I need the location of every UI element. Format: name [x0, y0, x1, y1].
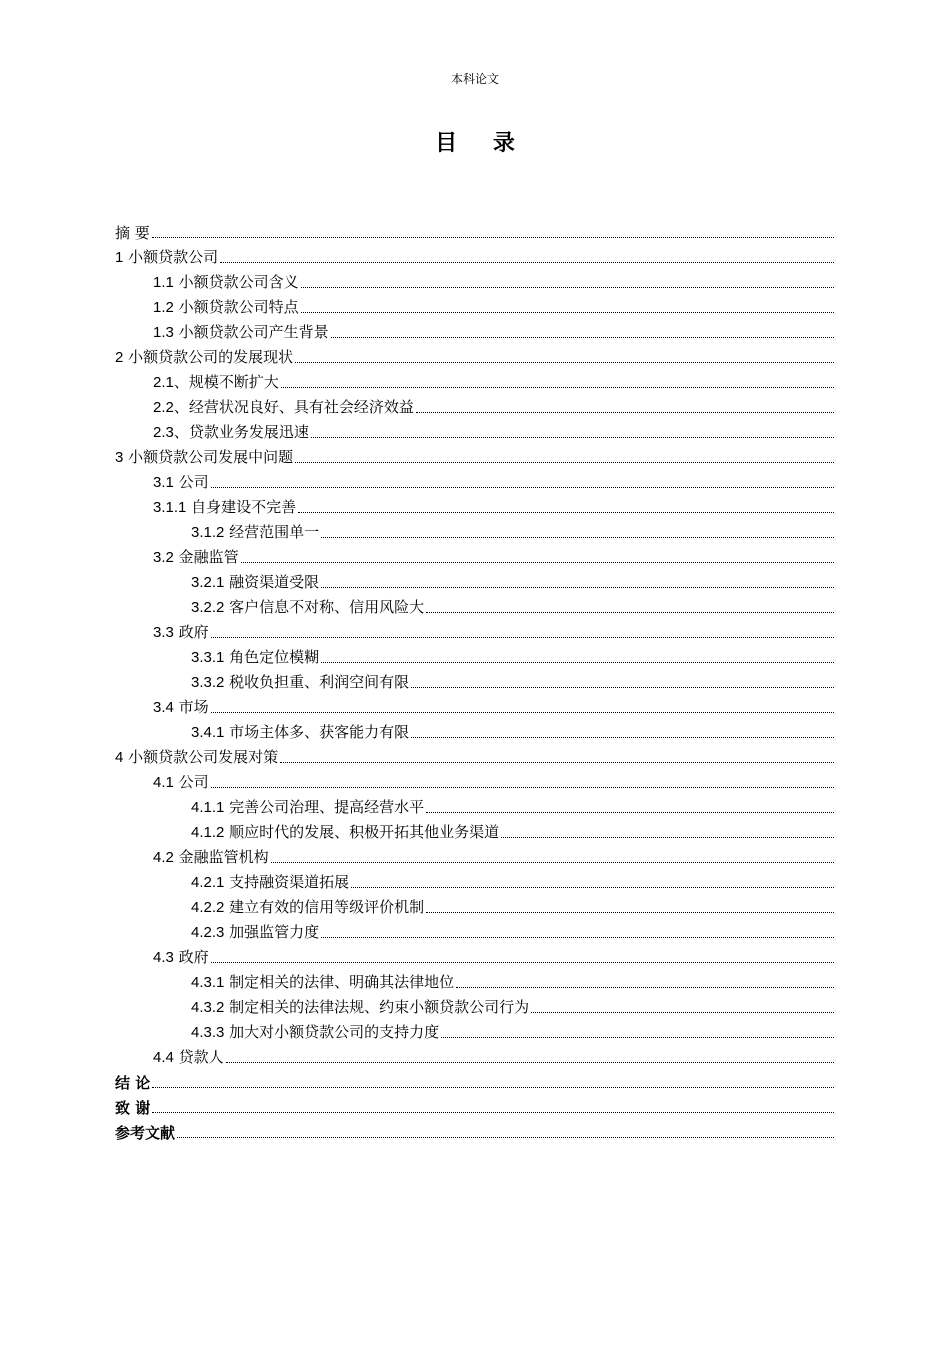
toc-entry[interactable] — [115, 993, 834, 1018]
toc-entry-number: 3.4.1 — [191, 724, 225, 741]
toc-entry-number: 3.3.2 — [191, 674, 225, 691]
toc-dot-leader — [295, 362, 834, 363]
toc-entry[interactable] — [115, 243, 834, 268]
toc-dot-leader — [531, 1012, 834, 1013]
toc-entry-text — [191, 672, 409, 693]
toc-entry-number: 3.4 — [153, 699, 174, 716]
toc-entry-number: 2.1 — [153, 374, 174, 391]
toc-entry-number: 4.3.2 — [191, 999, 225, 1016]
toc-entry[interactable] — [115, 918, 834, 943]
toc-dot-leader — [311, 437, 834, 438]
toc-entry-label: 致 谢 — [115, 1099, 151, 1117]
toc-dot-leader — [321, 662, 834, 663]
toc-entry-text — [115, 1098, 150, 1118]
toc-entry-label: 政府 — [173, 948, 209, 966]
toc-entry-text — [153, 697, 209, 718]
toc-entry-number: 4.2.1 — [191, 874, 225, 891]
toc-dot-leader — [211, 637, 834, 638]
toc-entry-label: 、贷款业务发展迅速 — [173, 423, 309, 441]
toc-entry-text — [191, 972, 454, 993]
toc-entry-number: 4.1.1 — [191, 799, 225, 816]
toc-dot-leader — [298, 512, 834, 513]
toc-dot-leader — [152, 1087, 834, 1088]
toc-entry[interactable] — [115, 1118, 834, 1143]
toc-entry-number: 4.3 — [153, 949, 174, 966]
toc-entry-number: 1.1 — [153, 274, 174, 291]
toc-entry[interactable] — [115, 1043, 834, 1068]
toc-entry[interactable] — [115, 493, 834, 518]
toc-dot-leader — [211, 787, 834, 788]
toc-entry[interactable] — [115, 318, 834, 343]
toc-entry-label: 、规模不断扩大 — [173, 373, 279, 391]
toc-entry-text — [191, 722, 409, 743]
toc-entry[interactable] — [115, 893, 834, 918]
toc-entry-text — [115, 1073, 150, 1093]
toc-entry-text — [153, 497, 296, 518]
toc-entry[interactable] — [115, 643, 834, 668]
toc-entry[interactable] — [115, 618, 834, 643]
toc-dot-leader — [321, 937, 834, 938]
toc-entry-number: 3.1.1 — [153, 499, 187, 516]
toc-entry[interactable] — [115, 818, 834, 843]
table-of-contents — [115, 218, 834, 1143]
toc-dot-leader — [211, 712, 834, 713]
toc-entry-number: 3.3 — [153, 624, 174, 641]
page-title: 目 录 — [435, 130, 529, 156]
toc-entry-text — [153, 622, 209, 643]
toc-entry-label: 金融监管机构 — [173, 848, 269, 866]
toc-entry-number: 4.1 — [153, 774, 174, 791]
toc-entry-number: 2.2 — [153, 399, 174, 416]
toc-dot-leader — [271, 862, 834, 863]
toc-entry-text — [115, 347, 293, 368]
toc-entry[interactable] — [115, 693, 834, 718]
toc-entry-text — [153, 372, 279, 393]
toc-dot-leader — [226, 1062, 834, 1063]
toc-entry-text — [191, 822, 499, 843]
toc-entry[interactable] — [115, 793, 834, 818]
toc-entry-text — [191, 522, 319, 543]
toc-dot-leader — [177, 1137, 834, 1138]
toc-entry-label: 小额贷款公司 — [123, 248, 219, 266]
toc-entry-label: 贷款人 — [173, 1048, 224, 1066]
toc-entry-label: 角色定位模糊 — [224, 648, 320, 666]
toc-entry[interactable] — [115, 1068, 834, 1093]
toc-entry[interactable] — [115, 943, 834, 968]
toc-entry[interactable] — [115, 743, 834, 768]
toc-entry-number: 4.2 — [153, 849, 174, 866]
toc-dot-leader — [441, 1037, 834, 1038]
toc-entry-label: 经营范围单一 — [224, 523, 320, 541]
toc-entry[interactable] — [115, 768, 834, 793]
toc-entry-number: 4.2.3 — [191, 924, 225, 941]
toc-dot-leader — [331, 337, 834, 338]
toc-entry-text — [115, 1123, 175, 1143]
toc-entry-text — [115, 223, 150, 243]
toc-entry[interactable] — [115, 368, 834, 393]
toc-entry-label: 加强监管力度 — [224, 923, 320, 941]
toc-entry[interactable] — [115, 343, 834, 368]
toc-dot-leader — [321, 537, 834, 538]
toc-entry[interactable] — [115, 568, 834, 593]
toc-entry-text — [191, 1022, 439, 1043]
toc-dot-leader — [321, 587, 834, 588]
toc-entry[interactable] — [115, 218, 834, 243]
toc-entry-text — [153, 422, 309, 443]
toc-entry-label: 小额贷款公司的发展现状 — [123, 348, 294, 366]
toc-entry-label: 完善公司治理、提高经营水平 — [224, 798, 425, 816]
toc-entry-number: 3 — [115, 449, 124, 466]
toc-dot-leader — [152, 237, 834, 238]
toc-entry[interactable] — [115, 1093, 834, 1118]
toc-entry-label: 税收负担重、利润空间有限 — [224, 673, 410, 691]
toc-dot-leader — [351, 887, 834, 888]
toc-entry-label: 自身建设不完善 — [186, 498, 297, 516]
toc-entry-label: 小额贷款公司含义 — [173, 273, 299, 291]
toc-entry[interactable] — [115, 1018, 834, 1043]
toc-entry-number: 2 — [115, 349, 124, 366]
toc-dot-leader — [301, 312, 834, 313]
toc-entry[interactable] — [115, 868, 834, 893]
toc-entry-label: 制定相关的法律、明确其法律地位 — [224, 973, 455, 991]
toc-entry[interactable] — [115, 843, 834, 868]
toc-entry-label: 小额贷款公司发展中问题 — [123, 448, 294, 466]
toc-dot-leader — [281, 387, 834, 388]
toc-dot-leader — [295, 462, 834, 463]
toc-dot-leader — [416, 412, 834, 413]
toc-entry-label: 摘 要 — [115, 224, 150, 242]
toc-entry-text — [153, 297, 299, 318]
toc-entry[interactable] — [115, 718, 834, 743]
toc-entry-number: 4.4 — [153, 1049, 174, 1066]
toc-entry-text — [191, 572, 319, 593]
toc-entry-label: 制定相关的法律法规、约束小额贷款公司行为 — [224, 998, 530, 1016]
toc-entry-text — [115, 747, 278, 768]
toc-dot-leader — [501, 837, 834, 838]
toc-entry-label: 建立有效的信用等级评价机制 — [224, 898, 425, 916]
toc-entry[interactable] — [115, 468, 834, 493]
toc-entry-number: 4.3.1 — [191, 974, 225, 991]
toc-entry[interactable] — [115, 443, 834, 468]
toc-entry[interactable] — [115, 518, 834, 543]
toc-entry-label: 公司 — [173, 773, 209, 791]
toc-dot-leader — [211, 487, 834, 488]
toc-dot-leader — [301, 287, 834, 288]
toc-entry-label: 支持融资渠道拓展 — [224, 873, 350, 891]
toc-entry[interactable] — [115, 968, 834, 993]
toc-dot-leader — [426, 812, 834, 813]
toc-entry-text — [153, 847, 269, 868]
toc-entry-label: 小额贷款公司发展对策 — [123, 748, 279, 766]
toc-entry-text — [153, 1047, 224, 1068]
toc-entry-label: 市场 — [173, 698, 209, 716]
toc-dot-leader — [426, 912, 834, 913]
toc-dot-leader — [241, 562, 834, 563]
toc-entry-label: 政府 — [173, 623, 209, 641]
toc-dot-leader — [280, 762, 834, 763]
toc-entry-text — [191, 872, 349, 893]
toc-entry-text — [153, 947, 209, 968]
toc-entry-number: 4.1.2 — [191, 824, 225, 841]
toc-entry-label: 金融监管 — [173, 548, 239, 566]
toc-entry[interactable] — [115, 668, 834, 693]
toc-entry-number: 3.1 — [153, 474, 174, 491]
toc-entry[interactable] — [115, 268, 834, 293]
toc-entry-text — [191, 897, 424, 918]
toc-entry-label: 客户信息不对称、信用风险大 — [224, 598, 425, 616]
toc-entry-label: 顺应时代的发展、积极开拓其他业务渠道 — [224, 823, 500, 841]
toc-entry-text — [153, 397, 414, 418]
toc-dot-leader — [456, 987, 834, 988]
toc-entry-label: 、经营状况良好、具有社会经济效益 — [173, 398, 414, 416]
toc-entry-text — [153, 322, 329, 343]
toc-entry-number: 3.3.1 — [191, 649, 225, 666]
toc-entry-text — [153, 772, 209, 793]
toc-entry-label: 结 论 — [115, 1074, 151, 1092]
toc-dot-leader — [411, 737, 834, 738]
toc-entry[interactable] — [115, 593, 834, 618]
toc-entry-number: 4.3.3 — [191, 1024, 225, 1041]
toc-entry-text — [115, 247, 218, 268]
toc-dot-leader — [152, 1112, 834, 1113]
toc-entry[interactable] — [115, 418, 834, 443]
toc-entry-text — [153, 272, 299, 293]
toc-dot-leader — [411, 687, 834, 688]
toc-entry-text — [191, 997, 529, 1018]
toc-dot-leader — [220, 262, 834, 263]
toc-entry-number: 4.2.2 — [191, 899, 225, 916]
page-header: 本科论文 — [450, 72, 499, 86]
toc-entry-label: 小额贷款公司产生背景 — [173, 323, 329, 341]
toc-entry-label: 参考文献 — [115, 1124, 176, 1142]
toc-entry-number: 3.2.1 — [191, 574, 225, 591]
toc-dot-leader — [426, 612, 834, 613]
toc-entry-number: 3.1.2 — [191, 524, 225, 541]
toc-entry-text — [153, 547, 239, 568]
toc-entry-text — [153, 472, 209, 493]
toc-entry-label: 小额贷款公司特点 — [173, 298, 299, 316]
toc-entry-number: 1 — [115, 249, 124, 266]
toc-entry[interactable] — [115, 393, 834, 418]
toc-entry-number: 4 — [115, 749, 124, 766]
toc-entry-text — [191, 922, 319, 943]
toc-entry-text — [191, 797, 424, 818]
toc-entry-label: 公司 — [173, 473, 209, 491]
toc-entry-text — [191, 647, 319, 668]
toc-entry-label: 加大对小额贷款公司的支持力度 — [224, 1023, 440, 1041]
toc-dot-leader — [211, 962, 834, 963]
toc-entry-number: 1.3 — [153, 324, 174, 341]
toc-entry-number: 1.2 — [153, 299, 174, 316]
toc-entry-label: 融资渠道受限 — [224, 573, 320, 591]
toc-entry-text — [191, 597, 424, 618]
toc-entry-number: 3.2 — [153, 549, 174, 566]
toc-entry-text — [115, 447, 293, 468]
toc-entry-number: 2.3 — [153, 424, 174, 441]
toc-entry[interactable] — [115, 293, 834, 318]
toc-entry[interactable] — [115, 543, 834, 568]
toc-entry-label: 市场主体多、获客能力有限 — [224, 723, 410, 741]
toc-entry-number: 3.2.2 — [191, 599, 225, 616]
